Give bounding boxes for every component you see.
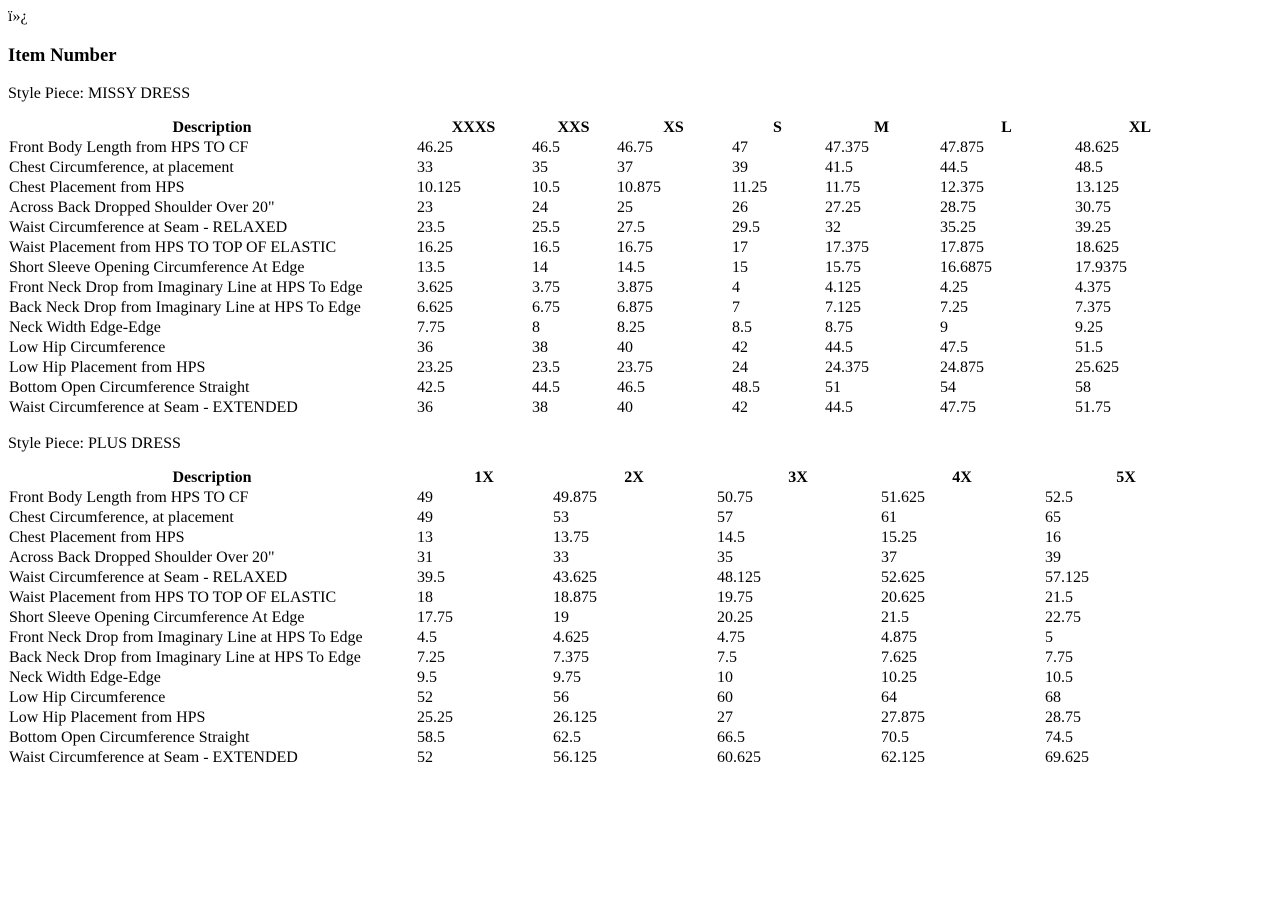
- measurement-value: 11.75: [825, 179, 861, 196]
- measurement-value: 33: [553, 549, 569, 566]
- measurement-value: 16.5: [532, 239, 560, 256]
- measurement-value: 64: [881, 689, 897, 706]
- measurement-description: Low Hip Placement from HPS: [9, 359, 206, 376]
- measurement-value: 23.5: [417, 219, 445, 236]
- measurement-value: 10.5: [532, 179, 560, 196]
- measurement-value: 38: [532, 399, 548, 416]
- missy-spec-table: [8, 118, 1206, 418]
- column-header: 4X: [952, 469, 972, 486]
- measurement-value: 7.625: [881, 649, 917, 666]
- measurement-value: 15.75: [825, 259, 861, 276]
- measurement-value: 4.25: [940, 279, 968, 296]
- measurement-value: 4.125: [825, 279, 861, 296]
- measurement-description: Chest Circumference, at placement: [9, 159, 234, 176]
- measurement-value: 69.625: [1045, 749, 1089, 766]
- table-row: [8, 318, 1206, 338]
- measurement-value: 6.625: [417, 299, 453, 316]
- measurement-description: Short Sleeve Opening Circumference At Edge: [9, 259, 305, 276]
- measurement-value: 4: [732, 279, 740, 296]
- measurement-description: Back Neck Drop from Imaginary Line at HPS To Edge: [9, 649, 361, 666]
- measurement-value: 9: [940, 319, 948, 336]
- measurement-value: 36: [417, 399, 433, 416]
- measurement-value: 47.375: [825, 139, 869, 156]
- measurement-value: 39.5: [417, 569, 445, 586]
- measurement-value: 10.125: [417, 179, 461, 196]
- measurement-description: Chest Placement from HPS: [9, 179, 185, 196]
- measurement-value: 35: [717, 549, 733, 566]
- measurement-description: Across Back Dropped Shoulder Over 20": [9, 199, 275, 216]
- table-row: [8, 298, 1206, 318]
- measurement-value: 46.5: [532, 139, 560, 156]
- measurement-value: 14.5: [617, 259, 645, 276]
- measurement-value: 27.25: [825, 199, 861, 216]
- measurement-value: 7.375: [1075, 299, 1111, 316]
- table-row: [8, 548, 1208, 568]
- measurement-description: Back Neck Drop from Imaginary Line at HPS To Edge: [9, 299, 361, 316]
- measurement-value: 49: [417, 509, 433, 526]
- measurement-value: 18.875: [553, 589, 597, 606]
- measurement-value: 15: [732, 259, 748, 276]
- measurement-description: Waist Circumference at Seam - RELAXED: [9, 219, 288, 236]
- table-row: [8, 528, 1208, 548]
- measurement-value: 10.5: [1045, 669, 1073, 686]
- measurement-value: 26.125: [553, 709, 597, 726]
- measurement-value: 51.5: [1075, 339, 1103, 356]
- measurement-description: Short Sleeve Opening Circumference At Edge: [9, 609, 305, 626]
- measurement-value: 40: [617, 399, 633, 416]
- measurement-value: 7.125: [825, 299, 861, 316]
- page-title: Item Number: [8, 45, 117, 66]
- measurement-value: 50.75: [717, 489, 753, 506]
- measurement-value: 28.75: [1045, 709, 1081, 726]
- measurement-value: 25.5: [532, 219, 560, 236]
- measurement-value: 39: [732, 159, 748, 176]
- measurement-value: 19.75: [717, 589, 753, 606]
- measurement-value: 9.25: [1075, 319, 1103, 336]
- measurement-value: 47.5: [940, 339, 968, 356]
- measurement-value: 24: [732, 359, 748, 376]
- measurement-value: 5: [1045, 629, 1053, 646]
- measurement-description: Front Neck Drop from Imaginary Line at HPS To Edge: [9, 279, 363, 296]
- measurement-description: Bottom Open Circumference Straight: [9, 729, 250, 746]
- measurement-value: 31: [417, 549, 433, 566]
- measurement-value: 7.25: [940, 299, 968, 316]
- measurement-description: Chest Placement from HPS: [9, 529, 185, 546]
- column-header: XXXS: [451, 119, 496, 136]
- measurement-value: 10.25: [881, 669, 917, 686]
- measurement-value: 19: [553, 609, 569, 626]
- measurement-description: Low Hip Circumference: [9, 339, 166, 356]
- measurement-value: 23: [417, 199, 433, 216]
- table-row: [8, 258, 1206, 278]
- measurement-value: 37: [881, 549, 897, 566]
- measurement-value: 48.625: [1075, 139, 1119, 156]
- column-header: 5X: [1116, 469, 1136, 486]
- measurement-value: 48.5: [1075, 159, 1103, 176]
- measurement-value: 7.75: [1045, 649, 1073, 666]
- measurement-value: 8.5: [732, 319, 752, 336]
- measurement-value: 14.5: [717, 529, 745, 546]
- column-header: XL: [1128, 119, 1152, 136]
- plus-spec-table: [8, 468, 1208, 768]
- measurement-value: 57: [717, 509, 733, 526]
- measurement-value: 16.25: [417, 239, 453, 256]
- column-header: 3X: [788, 469, 808, 486]
- measurement-description: Neck Width Edge-Edge: [9, 669, 161, 686]
- measurement-value: 16.75: [617, 239, 653, 256]
- measurement-value: 9.75: [553, 669, 581, 686]
- style-piece-missy-label: Style Piece: MISSY DRESS: [8, 85, 191, 102]
- measurement-value: 16: [1045, 529, 1061, 546]
- measurement-value: 25.625: [1075, 359, 1119, 376]
- table-row: [8, 568, 1208, 588]
- measurement-value: 21.5: [881, 609, 909, 626]
- measurement-value: 56: [553, 689, 569, 706]
- measurement-value: 6.875: [617, 299, 653, 316]
- table-row: [8, 648, 1208, 668]
- table-row: [8, 238, 1206, 258]
- measurement-value: 42: [732, 339, 748, 356]
- measurement-value: 41.5: [825, 159, 853, 176]
- measurement-value: 35: [532, 159, 548, 176]
- measurement-value: 13.75: [553, 529, 589, 546]
- measurement-value: 8.25: [617, 319, 645, 336]
- measurement-value: 74.5: [1045, 729, 1073, 746]
- measurement-description: Across Back Dropped Shoulder Over 20": [9, 549, 275, 566]
- measurement-value: 57.125: [1045, 569, 1089, 586]
- measurement-value: 11.25: [732, 179, 768, 196]
- measurement-value: 17.375: [825, 239, 869, 256]
- measurement-value: 60: [717, 689, 733, 706]
- measurement-description: Waist Circumference at Seam - RELAXED: [9, 569, 288, 586]
- measurement-value: 52: [417, 749, 433, 766]
- measurement-value: 4.375: [1075, 279, 1111, 296]
- measurement-value: 47.75: [940, 399, 976, 416]
- measurement-value: 8.75: [825, 319, 853, 336]
- measurement-value: 47: [732, 139, 748, 156]
- measurement-value: 48.125: [717, 569, 761, 586]
- measurement-value: 6.75: [532, 299, 560, 316]
- table-row: [8, 338, 1206, 358]
- table-row: [8, 398, 1206, 418]
- measurement-value: 65: [1045, 509, 1061, 526]
- measurement-value: 4.75: [717, 629, 745, 646]
- column-header: Description: [172, 469, 252, 486]
- measurement-value: 51.75: [1075, 399, 1111, 416]
- measurement-value: 22.75: [1045, 609, 1081, 626]
- measurement-value: 9.5: [417, 669, 437, 686]
- measurement-value: 38: [532, 339, 548, 356]
- measurement-value: 12.375: [940, 179, 984, 196]
- measurement-value: 53: [553, 509, 569, 526]
- measurement-value: 58: [1075, 379, 1091, 396]
- column-header: XS: [663, 119, 684, 136]
- measurement-value: 16.6875: [940, 259, 992, 276]
- table-row: [8, 178, 1206, 198]
- measurement-value: 24: [532, 199, 548, 216]
- encoding-artifact-text: ï»¿: [8, 8, 28, 25]
- measurement-value: 17: [732, 239, 748, 256]
- column-header: XXS: [557, 119, 590, 136]
- table-row: [8, 378, 1206, 398]
- measurement-value: 24.375: [825, 359, 869, 376]
- measurement-value: 56.125: [553, 749, 597, 766]
- measurement-value: 46.25: [417, 139, 453, 156]
- table-row: [8, 588, 1208, 608]
- table-header-row: [8, 468, 1208, 488]
- measurement-value: 39: [1045, 549, 1061, 566]
- measurement-value: 60.625: [717, 749, 761, 766]
- measurement-value: 7.375: [553, 649, 589, 666]
- table-row: [8, 628, 1208, 648]
- measurement-value: 44.5: [825, 399, 853, 416]
- measurement-value: 47.875: [940, 139, 984, 156]
- measurement-description: Low Hip Placement from HPS: [9, 709, 206, 726]
- measurement-value: 20.625: [881, 589, 925, 606]
- measurement-value: 43.625: [553, 569, 597, 586]
- measurement-value: 26: [732, 199, 748, 216]
- table-row: [8, 358, 1206, 378]
- table-row: [8, 278, 1206, 298]
- measurement-value: 27.875: [881, 709, 925, 726]
- table-row: [8, 158, 1206, 178]
- style-piece-plus-label: Style Piece: PLUS DRESS: [8, 435, 181, 452]
- measurement-value: 44.5: [940, 159, 968, 176]
- measurement-value: 14: [532, 259, 548, 276]
- measurement-value: 46.75: [617, 139, 653, 156]
- table-row: [8, 688, 1208, 708]
- measurement-description: Neck Width Edge-Edge: [9, 319, 161, 336]
- measurement-value: 68: [1045, 689, 1061, 706]
- table-header-row: [8, 118, 1206, 138]
- measurement-value: 52.5: [1045, 489, 1073, 506]
- measurement-value: 3.625: [417, 279, 453, 296]
- measurement-value: 7: [732, 299, 740, 316]
- measurement-value: 66.5: [717, 729, 745, 746]
- measurement-description: Waist Placement from HPS TO TOP OF ELASTIC: [9, 239, 337, 256]
- measurement-value: 44.5: [532, 379, 560, 396]
- measurement-value: 17.9375: [1075, 259, 1127, 276]
- column-header: 1X: [474, 469, 494, 486]
- table-row: [8, 198, 1206, 218]
- measurement-description: Low Hip Circumference: [9, 689, 166, 706]
- measurement-value: 42.5: [417, 379, 445, 396]
- measurement-value: 61: [881, 509, 897, 526]
- table-row: [8, 748, 1208, 768]
- measurement-value: 35.25: [940, 219, 976, 236]
- measurement-value: 23.25: [417, 359, 453, 376]
- table-row: [8, 668, 1208, 688]
- measurement-value: 3.875: [617, 279, 653, 296]
- table-row: [8, 608, 1208, 628]
- measurement-value: 7.75: [417, 319, 445, 336]
- measurement-value: 49.875: [553, 489, 597, 506]
- measurement-value: 20.25: [717, 609, 753, 626]
- measurement-value: 23.5: [532, 359, 560, 376]
- measurement-value: 4.875: [881, 629, 917, 646]
- measurement-description: Front Neck Drop from Imaginary Line at HPS To Edge: [9, 629, 363, 646]
- measurement-value: 62.5: [553, 729, 581, 746]
- measurement-description: Front Body Length from HPS TO CF: [9, 489, 249, 506]
- measurement-value: 29.5: [732, 219, 760, 236]
- measurement-value: 70.5: [881, 729, 909, 746]
- column-header: 2X: [624, 469, 644, 486]
- column-header: Description: [172, 119, 252, 136]
- measurement-description: Bottom Open Circumference Straight: [9, 379, 250, 396]
- measurement-value: 44.5: [825, 339, 853, 356]
- measurement-description: Waist Circumference at Seam - EXTENDED: [9, 399, 298, 416]
- measurement-value: 48.5: [732, 379, 760, 396]
- measurement-value: 27: [717, 709, 733, 726]
- measurement-value: 39.25: [1075, 219, 1111, 236]
- measurement-value: 27.5: [617, 219, 645, 236]
- measurement-value: 36: [417, 339, 433, 356]
- measurement-value: 4.625: [553, 629, 589, 646]
- measurement-value: 18.625: [1075, 239, 1119, 256]
- measurement-value: 24.875: [940, 359, 984, 376]
- measurement-value: 18: [417, 589, 433, 606]
- table-row: [8, 488, 1208, 508]
- measurement-value: 13.125: [1075, 179, 1119, 196]
- measurement-value: 32: [825, 219, 841, 236]
- measurement-value: 49: [417, 489, 433, 506]
- measurement-value: 51.625: [881, 489, 925, 506]
- measurement-value: 33: [417, 159, 433, 176]
- measurement-description: Front Body Length from HPS TO CF: [9, 139, 249, 156]
- measurement-value: 40: [617, 339, 633, 356]
- column-header: S: [773, 119, 782, 136]
- measurement-value: 25: [617, 199, 633, 216]
- measurement-value: 21.5: [1045, 589, 1073, 606]
- column-header: M: [873, 119, 890, 136]
- table-row: [8, 508, 1208, 528]
- measurement-value: 25.25: [417, 709, 453, 726]
- table-row: [8, 138, 1206, 158]
- measurement-value: 46.5: [617, 379, 645, 396]
- table-row: [8, 728, 1208, 748]
- measurement-value: 42: [732, 399, 748, 416]
- table-row: [8, 708, 1208, 728]
- table-row: [8, 218, 1206, 238]
- measurement-value: 7.25: [417, 649, 445, 666]
- measurement-description: Waist Placement from HPS TO TOP OF ELASTIC: [9, 589, 337, 606]
- measurement-value: 54: [940, 379, 956, 396]
- measurement-value: 52.625: [881, 569, 925, 586]
- measurement-value: 28.75: [940, 199, 976, 216]
- measurement-value: 13.5: [417, 259, 445, 276]
- measurement-value: 10.875: [617, 179, 661, 196]
- measurement-value: 3.75: [532, 279, 560, 296]
- measurement-value: 23.75: [617, 359, 653, 376]
- measurement-description: Chest Circumference, at placement: [9, 509, 234, 526]
- measurement-description: Waist Circumference at Seam - EXTENDED: [9, 749, 298, 766]
- measurement-value: 7.5: [717, 649, 737, 666]
- measurement-value: 52: [417, 689, 433, 706]
- column-header: L: [1001, 119, 1012, 136]
- measurement-value: 4.5: [417, 629, 437, 646]
- measurement-value: 8: [532, 319, 540, 336]
- measurement-value: 37: [617, 159, 633, 176]
- measurement-value: 13: [417, 529, 433, 546]
- measurement-value: 15.25: [881, 529, 917, 546]
- measurement-value: 30.75: [1075, 199, 1111, 216]
- measurement-value: 17.875: [940, 239, 984, 256]
- measurement-value: 62.125: [881, 749, 925, 766]
- measurement-value: 10: [717, 669, 733, 686]
- measurement-value: 17.75: [417, 609, 453, 626]
- measurement-value: 51: [825, 379, 841, 396]
- measurement-value: 58.5: [417, 729, 445, 746]
